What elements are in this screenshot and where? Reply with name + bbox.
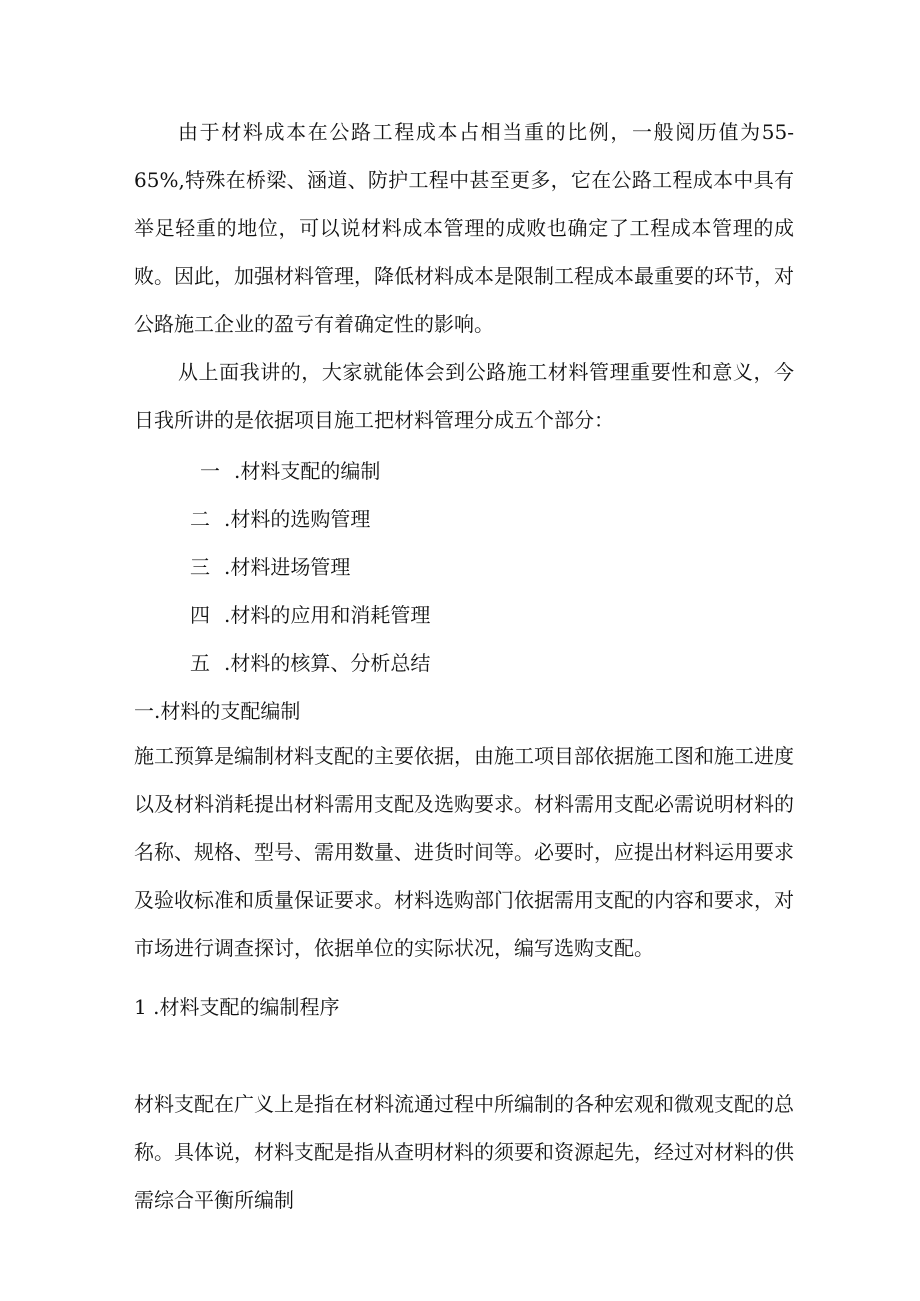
section-heading: 一.材料的支配编制 (134, 699, 301, 723)
intro-paragraph: 由于材料成本在公路工程成本占相当重的比例，一般阅历值为55-65%,特殊在桥梁、涵道、防护工程中甚至更多，它在公路工程成本中具有举足轻重的地位，可以说材料成本管理的成败也确定了工程成本管理的成败。因此，加强材料管理，降低材料成本是限制工程成本最重要的环节，对公路施工企业的盈亏有着确定性的影响。 (134, 120, 794, 336)
list-item-number: 五 (190, 651, 210, 675)
list-item (190, 600, 430, 630)
list-item-text: .材料支配的编制 (234, 459, 381, 483)
list-item-number: 一 (200, 459, 220, 483)
list-item-text: .材料的选购管理 (224, 507, 371, 531)
list-item-text: .材料的核算、分析总结 (224, 651, 431, 675)
overview-paragraph: 从上面我讲的，大家就能体会到公路施工材料管理重要性和意义，今日我所讲的是依据项目施工把材料管理分成五个部分： (134, 360, 794, 432)
subsection-heading: 1 .材料支配的编制程序 (134, 995, 340, 1019)
list-item-text: .材料的应用和消耗管理 (224, 603, 431, 627)
list-item (190, 504, 370, 534)
list-item-number: 三 (190, 555, 210, 579)
list-item-number: 二 (190, 507, 210, 531)
list-item (190, 648, 430, 678)
list-item (190, 552, 350, 582)
subsection-body: 材料支配在广义上是指在材料流通过程中所编制的各种宏观和微观支配的总称。具体说，材料支配是指从查明材料的须要和资源起先，经过对材料的供需综合平衡所编制 (134, 1092, 794, 1212)
list-item (200, 456, 380, 486)
section-body: 施工预算是编制材料支配的主要依据，由施工项目部依据施工图和施工进度以及材料消耗提出材料需用支配及选购要求。材料需用支配必需说明材料的名称、规格、型号、需用数量、进货时间等。必要时，应提出材料运用要求及验收标准和质量保证要求。材料选购部门依据需用支配的内容和要求，对市场进行调查探讨，依据单位的实际状况，编写选购支配。 (134, 744, 794, 960)
list-item-number: 四 (190, 603, 210, 627)
list-item-text: .材料进场管理 (224, 555, 351, 579)
